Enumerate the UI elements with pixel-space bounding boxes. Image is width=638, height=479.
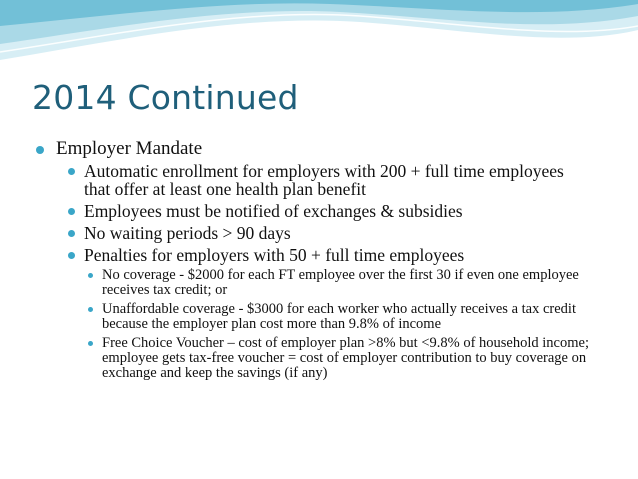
bullet-text: No waiting periods > 90 days	[84, 223, 291, 243]
slide-content	[0, 138, 638, 385]
bullet-text: Penalties for employers with 50 + full time employees	[84, 245, 465, 265]
bullet-text: Free Choice Voucher – cost of employer plan >8% but <9.8% of household income; employee gets tax-free voucher = cost of employer contribution to buy coverage on exchange and keep the savings (if any)	[102, 335, 589, 381]
bullet-employer-mandate	[0, 138, 638, 160]
sub-bullet-unaffordable-coverage	[0, 302, 602, 332]
bullet-text: Automatic enrollment for employers with 200 + full time employees that offer at least one health plan benefit	[84, 161, 564, 199]
sub-bullet-no-coverage	[0, 268, 602, 298]
bullet-dot-icon	[88, 273, 93, 278]
bullet-text: Unaffordable coverage - $3000 for each worker who actually receives a tax credit because the employer plan cost more than 9.8% of income	[102, 301, 576, 332]
bullet-text: No coverage - $2000 for each FT employee over the first 30 if even one employee receives tax credit; or	[102, 267, 579, 298]
bullet-waiting-periods	[0, 224, 584, 242]
bullet-dot-icon	[88, 307, 93, 312]
sub-bullet-free-choice-voucher	[0, 336, 602, 381]
bullet-dot-icon	[36, 146, 44, 154]
bullet-automatic-enrollment	[0, 162, 584, 198]
bullet-dot-icon	[68, 208, 75, 215]
bullet-text: Employees must be notified of exchanges & subsidies	[84, 201, 463, 221]
bullet-text: Employer Mandate	[56, 138, 203, 159]
bullet-penalties	[0, 246, 584, 264]
bullet-notification	[0, 202, 584, 220]
header-wave-decoration	[0, 0, 638, 80]
bullet-dot-icon	[88, 341, 93, 346]
bullet-dot-icon	[68, 230, 75, 237]
bullet-dot-icon	[68, 168, 75, 175]
bullet-dot-icon	[68, 252, 75, 259]
slide-title: 2014 Continued	[32, 78, 299, 117]
